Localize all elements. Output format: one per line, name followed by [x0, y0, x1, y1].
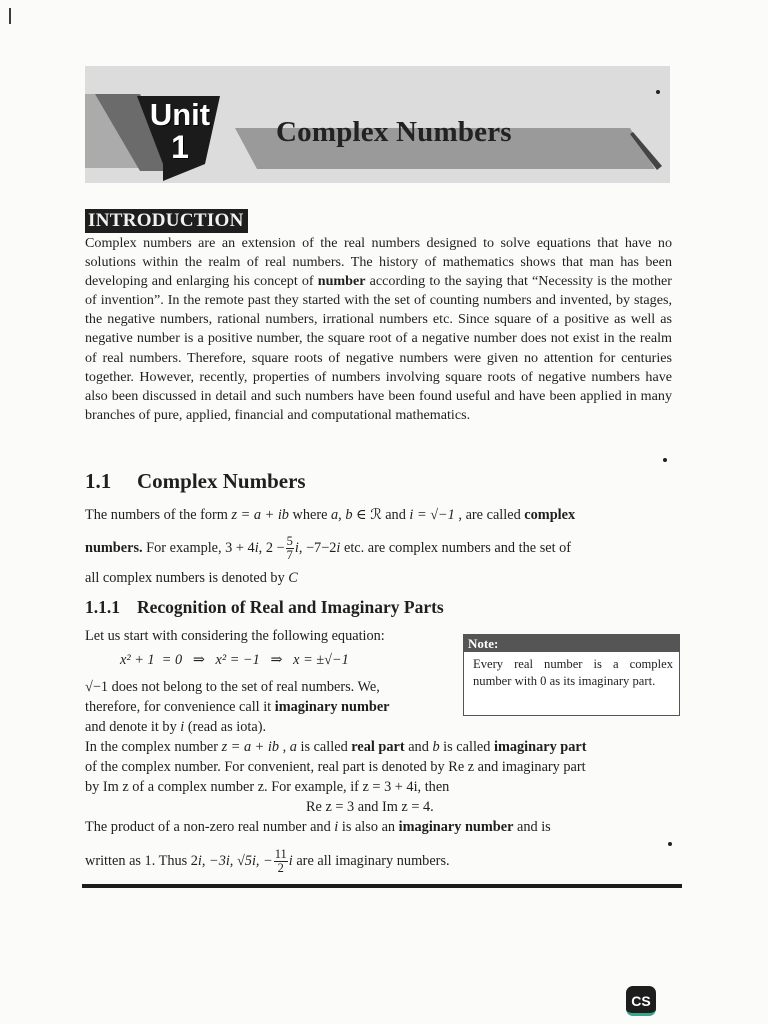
scan-dot: [663, 458, 667, 462]
bottom-rule: [82, 884, 682, 888]
body-line: by Im z of a complex number z. For example, if z = 3 + 4i, then: [85, 779, 450, 795]
introduction-paragraph: Complex numbers are an extension of the real numbers designed to solve equations that have no solutions within the realm of real numbers. The history of mathematics shows that man has been developing and enlarging his concept of number according to the saying that “Necessity is the mother of invention”. In the remote past they started with the set of counting numbers and invented, by stages, the negative numbers, rational numbers, irrational numbers etc. Since square of a positive as well as negative number is a positive number, the square root of a negative number does not exist in the realm of real numbers. Therefore, square roots of negative numbers were given no attention for centuries together. However, recently, properties of numbers involving square roots of negative numbers have also been discussed in detail and such numbers have been found useful and have been applied in many branches of pure, applied, financial and computational mathematics.: [85, 235, 672, 423]
fraction: $\frac{11}{2}$: [274, 847, 287, 875]
definition-line: The numbers of the form z = a + ib where a, b ∈ ℛ and i = √−1 , are called complex: [85, 507, 576, 523]
scan-dot: [668, 842, 672, 846]
chapter-title: Complex Numbers: [276, 116, 512, 148]
body-line: therefore, for convenience call it imaginary number: [85, 699, 390, 715]
body-line: The product of a non-zero real number and i is also an imaginary number and is: [85, 819, 551, 835]
section-heading: 1.1 Complex Numbers: [85, 469, 306, 493]
body-line: of the complex number. For convenient, real part is denoted by Re z and imaginary part: [85, 759, 586, 775]
note-box: [463, 634, 680, 716]
body-line: In the complex number z = a + ib , a is called real part and b is called imaginary part: [85, 739, 587, 755]
note-label: Note:: [468, 636, 499, 651]
body-line: Re z = 3 and Im z = 4.: [306, 799, 434, 815]
set-line: all complex numbers is denoted by C: [85, 570, 298, 586]
introduction-heading: INTRODUCTION: [85, 209, 248, 233]
unit-label: Unit: [149, 97, 211, 132]
body-line: and denote it by i (read as iota).: [85, 719, 267, 735]
note-header: [464, 635, 679, 652]
unit-number: 1: [171, 129, 189, 165]
subsection-heading: 1.1.1 Recognition of Real and Imaginary Parts: [85, 597, 444, 617]
note-text: Every real number is a complex number with 0 as its imaginary part.: [473, 657, 673, 688]
camscanner-logo: CS: [626, 986, 656, 1016]
scan-dot: [656, 90, 660, 94]
body-line: √−1 does not belong to the set of real numbers. We,: [85, 679, 380, 695]
example-line: numbers. For example, 3 + 4i, 2 − $\frac{5}{7}$ i, −7−2i etc. are complex numbers and the set of: [85, 534, 572, 562]
body-line: written as 1. Thus 2i, −3i, √5i, − $\frac{11}{2}$ i are all imaginary numbers.: [85, 847, 450, 875]
fraction: $\frac{5}{7}$: [286, 534, 293, 562]
equation-line: x² + 1 = 0 ⇒ x² = −1 ⇒ x = ±√−1: [120, 652, 349, 668]
lead-line: Let us start with considering the following equation:: [85, 628, 385, 644]
page-edge-mark: [9, 8, 11, 24]
